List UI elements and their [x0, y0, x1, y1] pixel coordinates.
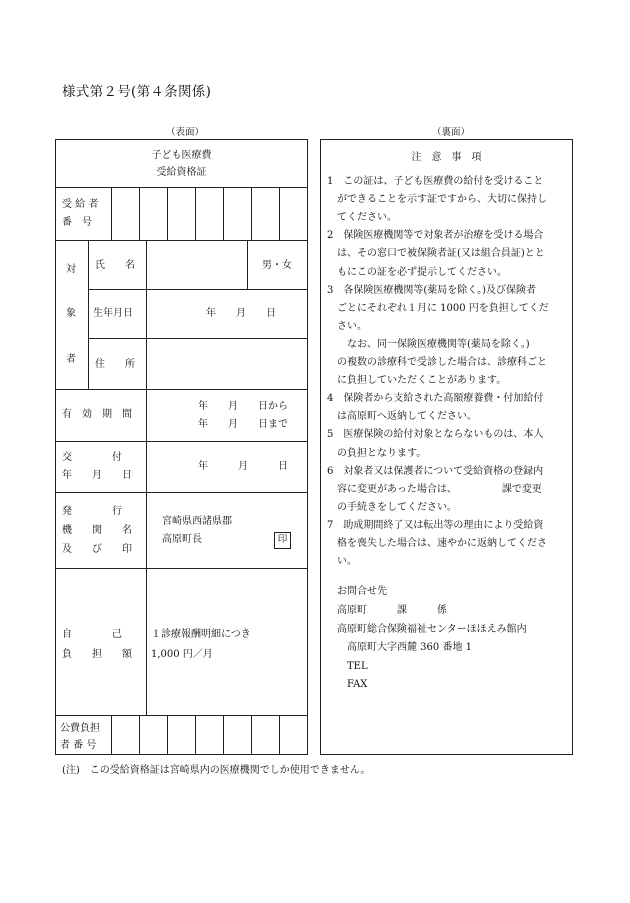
notice-line: 容に変更があった場合は、 課で変更 [327, 483, 542, 495]
notice-line: 4 保険者から支給された高額療養費・付加給付 [327, 393, 544, 405]
notice-line: てください。 [327, 212, 397, 224]
issuer-value-2: 高原町長 [162, 534, 202, 545]
contact-line: 高原町大字西麓 360 番地 1 [327, 642, 472, 653]
contact-line: TEL [327, 661, 368, 672]
public-number-label-2: 者 番 号 [60, 740, 97, 751]
notice-line: 1 この証は、子ども医療費の給付を受けること [327, 176, 544, 187]
notice-line: さい。 [327, 320, 367, 332]
notice-line: もにこの証を必ず提示してください。 [327, 266, 507, 278]
copay-label-2: 負 担 額 [62, 649, 132, 660]
birth-date-label: 生年月日 [93, 308, 133, 319]
front-card [55, 139, 308, 755]
notice-line: の複数の診療科で受診した場合は、診療科ごと [327, 357, 547, 368]
subject-label-char-1: 対 [66, 264, 76, 275]
validity-from: 年 月 日から [198, 401, 288, 412]
issuer-label-2: 機 関 名 [62, 525, 132, 536]
seal-stamp: 印 [274, 532, 291, 549]
notice-line: の負担となります。 [327, 447, 427, 459]
notice-line: は、その窓口で被保険者証(又は組合員証)とと [327, 248, 545, 260]
contact-line: 高原町総合保険福祉センターほほえみ館内 [327, 624, 527, 635]
issue-date-label-1: 交 付 [62, 452, 122, 463]
notice-line: 7 助成期間終了又は転出等の理由により受給資 [327, 519, 544, 531]
notice-line: は高原町へ返納してください。 [327, 411, 477, 423]
notice-line: 6 対象者又は保護者について受給資格の登録内 [327, 465, 544, 477]
card-title-line2: 受給資格証 [156, 167, 207, 178]
issue-date-label-2: 年 月 日 [62, 470, 132, 481]
contact-heading: お問合せ先 [327, 586, 387, 597]
subject-label-char-3: 者 [66, 354, 76, 365]
issuer-value-1: 宮崎県西諸県郡 [162, 516, 232, 527]
recipient-number-label-1: 受 給 者 [62, 199, 99, 210]
birth-date-value: 年 月 日 [206, 308, 276, 319]
issue-date-value: 年 月 日 [198, 461, 288, 472]
copay-value-1: １診療報酬明細につき [151, 629, 251, 640]
notice-line: の手続きをしてください。 [327, 501, 457, 513]
front-side-label: （表面） [166, 127, 205, 138]
notice-line: 3 各保険医療機関等(薬局を除く。)及び保険者 [327, 284, 536, 296]
notice-line: い。 [327, 556, 357, 568]
notice-line: 2 保険医療機関等で対象者が治療を受ける場合 [327, 230, 544, 242]
contact-line: 高原町 課 係 [327, 605, 447, 616]
notice-line: 5 医療保険の給付対象とならないものは、本人 [327, 429, 544, 441]
validity-label: 有 効 期 間 [62, 409, 132, 420]
sex-selector: 男・女 [262, 260, 292, 271]
document-title: 様式第２号(第４条関係) [62, 84, 212, 100]
public-number-label-1: 公費負担 [60, 723, 100, 734]
notice-line: ごとにそれぞれ１月に 1000 円を負担してくだ [327, 302, 549, 314]
notice-line: ができることを示す証ですから、大切に保持し [327, 194, 547, 206]
notice-line: 格を喪失した場合は、速やかに返納してくださ [327, 538, 547, 549]
address-label: 住 所 [95, 359, 135, 370]
footnote: (注) この受給資格証は宮崎県内の医療機関でしか使用できません。 [62, 765, 371, 776]
validity-to: 年 月 日まで [198, 419, 288, 430]
notice-line: なお、同一保険医療機関等(薬局を除く。) [327, 338, 530, 350]
subject-label-char-2: 象 [66, 308, 76, 319]
back-side-label: （裏面） [432, 127, 471, 138]
copay-value-2: 1,000 円／月 [151, 649, 213, 660]
issuer-label-3: 及 び 印 [62, 544, 132, 555]
name-label: 氏 名 [95, 260, 135, 271]
recipient-number-label-2: 番 号 [62, 217, 92, 228]
issuer-label-1: 発 行 [62, 506, 122, 517]
notice-heading: 注 意 事 項 [411, 152, 482, 163]
copay-label-1: 自 己 [62, 629, 122, 640]
card-title-line1: 子ども医療費 [151, 150, 212, 161]
notice-line: に負担していただくことがあります。 [327, 375, 507, 387]
contact-line: FAX [327, 679, 368, 690]
